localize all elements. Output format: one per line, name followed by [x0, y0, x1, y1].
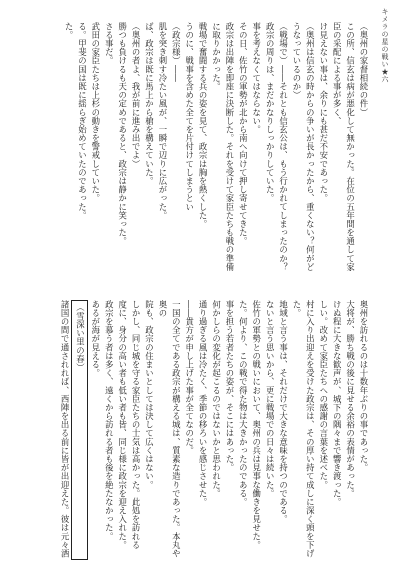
- text-line: （政宗様）――: [171, 22, 182, 83]
- text-line: この所、信玄は病が悪化して無かった。在位の五年間を通して家臣の采配による事が多く、: [332, 22, 356, 272]
- text-line: ば、政宗は既に馬上から槍を構えていた。: [144, 22, 155, 186]
- text-line: （奥州は信玄の時からの争いが長かったから、重くない？何がどうなっているのか）: [291, 22, 316, 272]
- text-line: 政宗の周りは、まだかなりしっかりしていた。: [265, 22, 276, 203]
- text-line: 度に、身分の高い者も低い者も皆、同じ様に政宗を迎え入れた。: [117, 300, 128, 550]
- text-line: 肌を突き刺す冷たい風が、一瞬で辺りに広がった。: [157, 22, 168, 220]
- text-line: （戦場で）――それとも信玄公は、もう行かれてしまったのか？: [278, 22, 289, 272]
- text-line: 何かしらの変化が起こるのではないかと思われた。: [211, 300, 222, 498]
- text-line: あるが海が見える。: [90, 300, 101, 378]
- text-line: た。: [64, 22, 75, 40]
- text-line: 事を担う若者たちの姿が、そこにはあった。: [224, 300, 235, 472]
- text-line: 佐竹の軍勢との戦いにおいて、奥州の兵は見事な働きを見せた。: [251, 300, 262, 550]
- text-line: 諸国の間で通されれば、西陣を出る前に皆が出迎えた。彼は元々酒: [60, 300, 71, 558]
- upper-text-block: [28, 22, 370, 274]
- text-line: 村に入り出迎えを受けた政宗は、その厚い持て成しに深く頭を下げた。: [291, 300, 316, 558]
- text-line: け見えない事は、余りにも甚だ不安であった。: [318, 22, 329, 203]
- text-line: 院も、政宗の住まいとしては決して広くはない。: [144, 300, 155, 489]
- text-line: うのに、戦事を含めた全てを片付けてしまうとい: [184, 22, 195, 211]
- text-line: 政宗は出陣を即座に決断した。それを受けて家臣たちも戦の準備に取りかかった。: [211, 22, 235, 272]
- text-line: 奥州を訪れるのは十数年ぶりの事であった。: [359, 300, 369, 472]
- text-line: た。何より、この戦で得た物は大きかったのである。: [238, 300, 249, 507]
- text-line: 政宗を慕う者は多く、遠くから訪れる者も後を絶たなかった。: [104, 300, 115, 541]
- text-line: 大将が、勝ち戦の後に見せる余裕の表情があった。: [345, 300, 356, 498]
- text-line: （奥州の者よ、我が前に進み出でよ）: [131, 22, 142, 169]
- text-line: ないと言う思いから、更に戦場での日々は続いた。: [265, 300, 276, 498]
- text-line: 戦場で奮闘する兵の姿を見て、政宗は胸を熱くした。: [198, 22, 209, 229]
- text-line: しかし、同じ城を守る家臣たちの士気は高かった。此処を訪れる: [131, 300, 142, 550]
- running-header: キメラの星の戦い★六: [381, 8, 389, 83]
- boxed-subheading: （雪深い里の春）: [71, 300, 88, 560]
- text-line: さる事だ。: [104, 22, 115, 65]
- text-line: 武田の家臣たちは上杉の動きを警戒していた。: [90, 22, 101, 203]
- text-line: ――貴方が申し上げた事が全てなのだ。: [184, 300, 195, 455]
- text-line: 一国の全てである政宗が構える城は、質素な造りであった。本丸や奥の: [157, 300, 182, 558]
- text-line: しい。改めて家臣たちへの感謝の言葉を述べた。: [318, 300, 329, 489]
- text-line: 勝つも負けるも天の定めであると、政宗は静かに笑った。: [117, 22, 128, 246]
- text-line: る。甲斐の国は既に揺らぎ始めていたのであった。: [77, 22, 88, 220]
- text-line: けぬ程に大きな歓声が、城下の隅々まで響き渡った。: [332, 300, 343, 507]
- text-line: その日、佐竹の軍勢が北から南へ向けて押し寄せてきた。: [238, 22, 249, 246]
- lower-text-block: [28, 300, 370, 560]
- text-line: 地域と言う事は、それだけで大きな意味を持つのである。: [278, 300, 289, 524]
- text-line: 事を考えなくてはならない。: [251, 22, 262, 134]
- text-line: （奥州の家督相続の件）: [359, 22, 369, 117]
- text-line: 通り過ぎる風は冷たく、季節の移ろいを感じさせた。: [198, 300, 209, 507]
